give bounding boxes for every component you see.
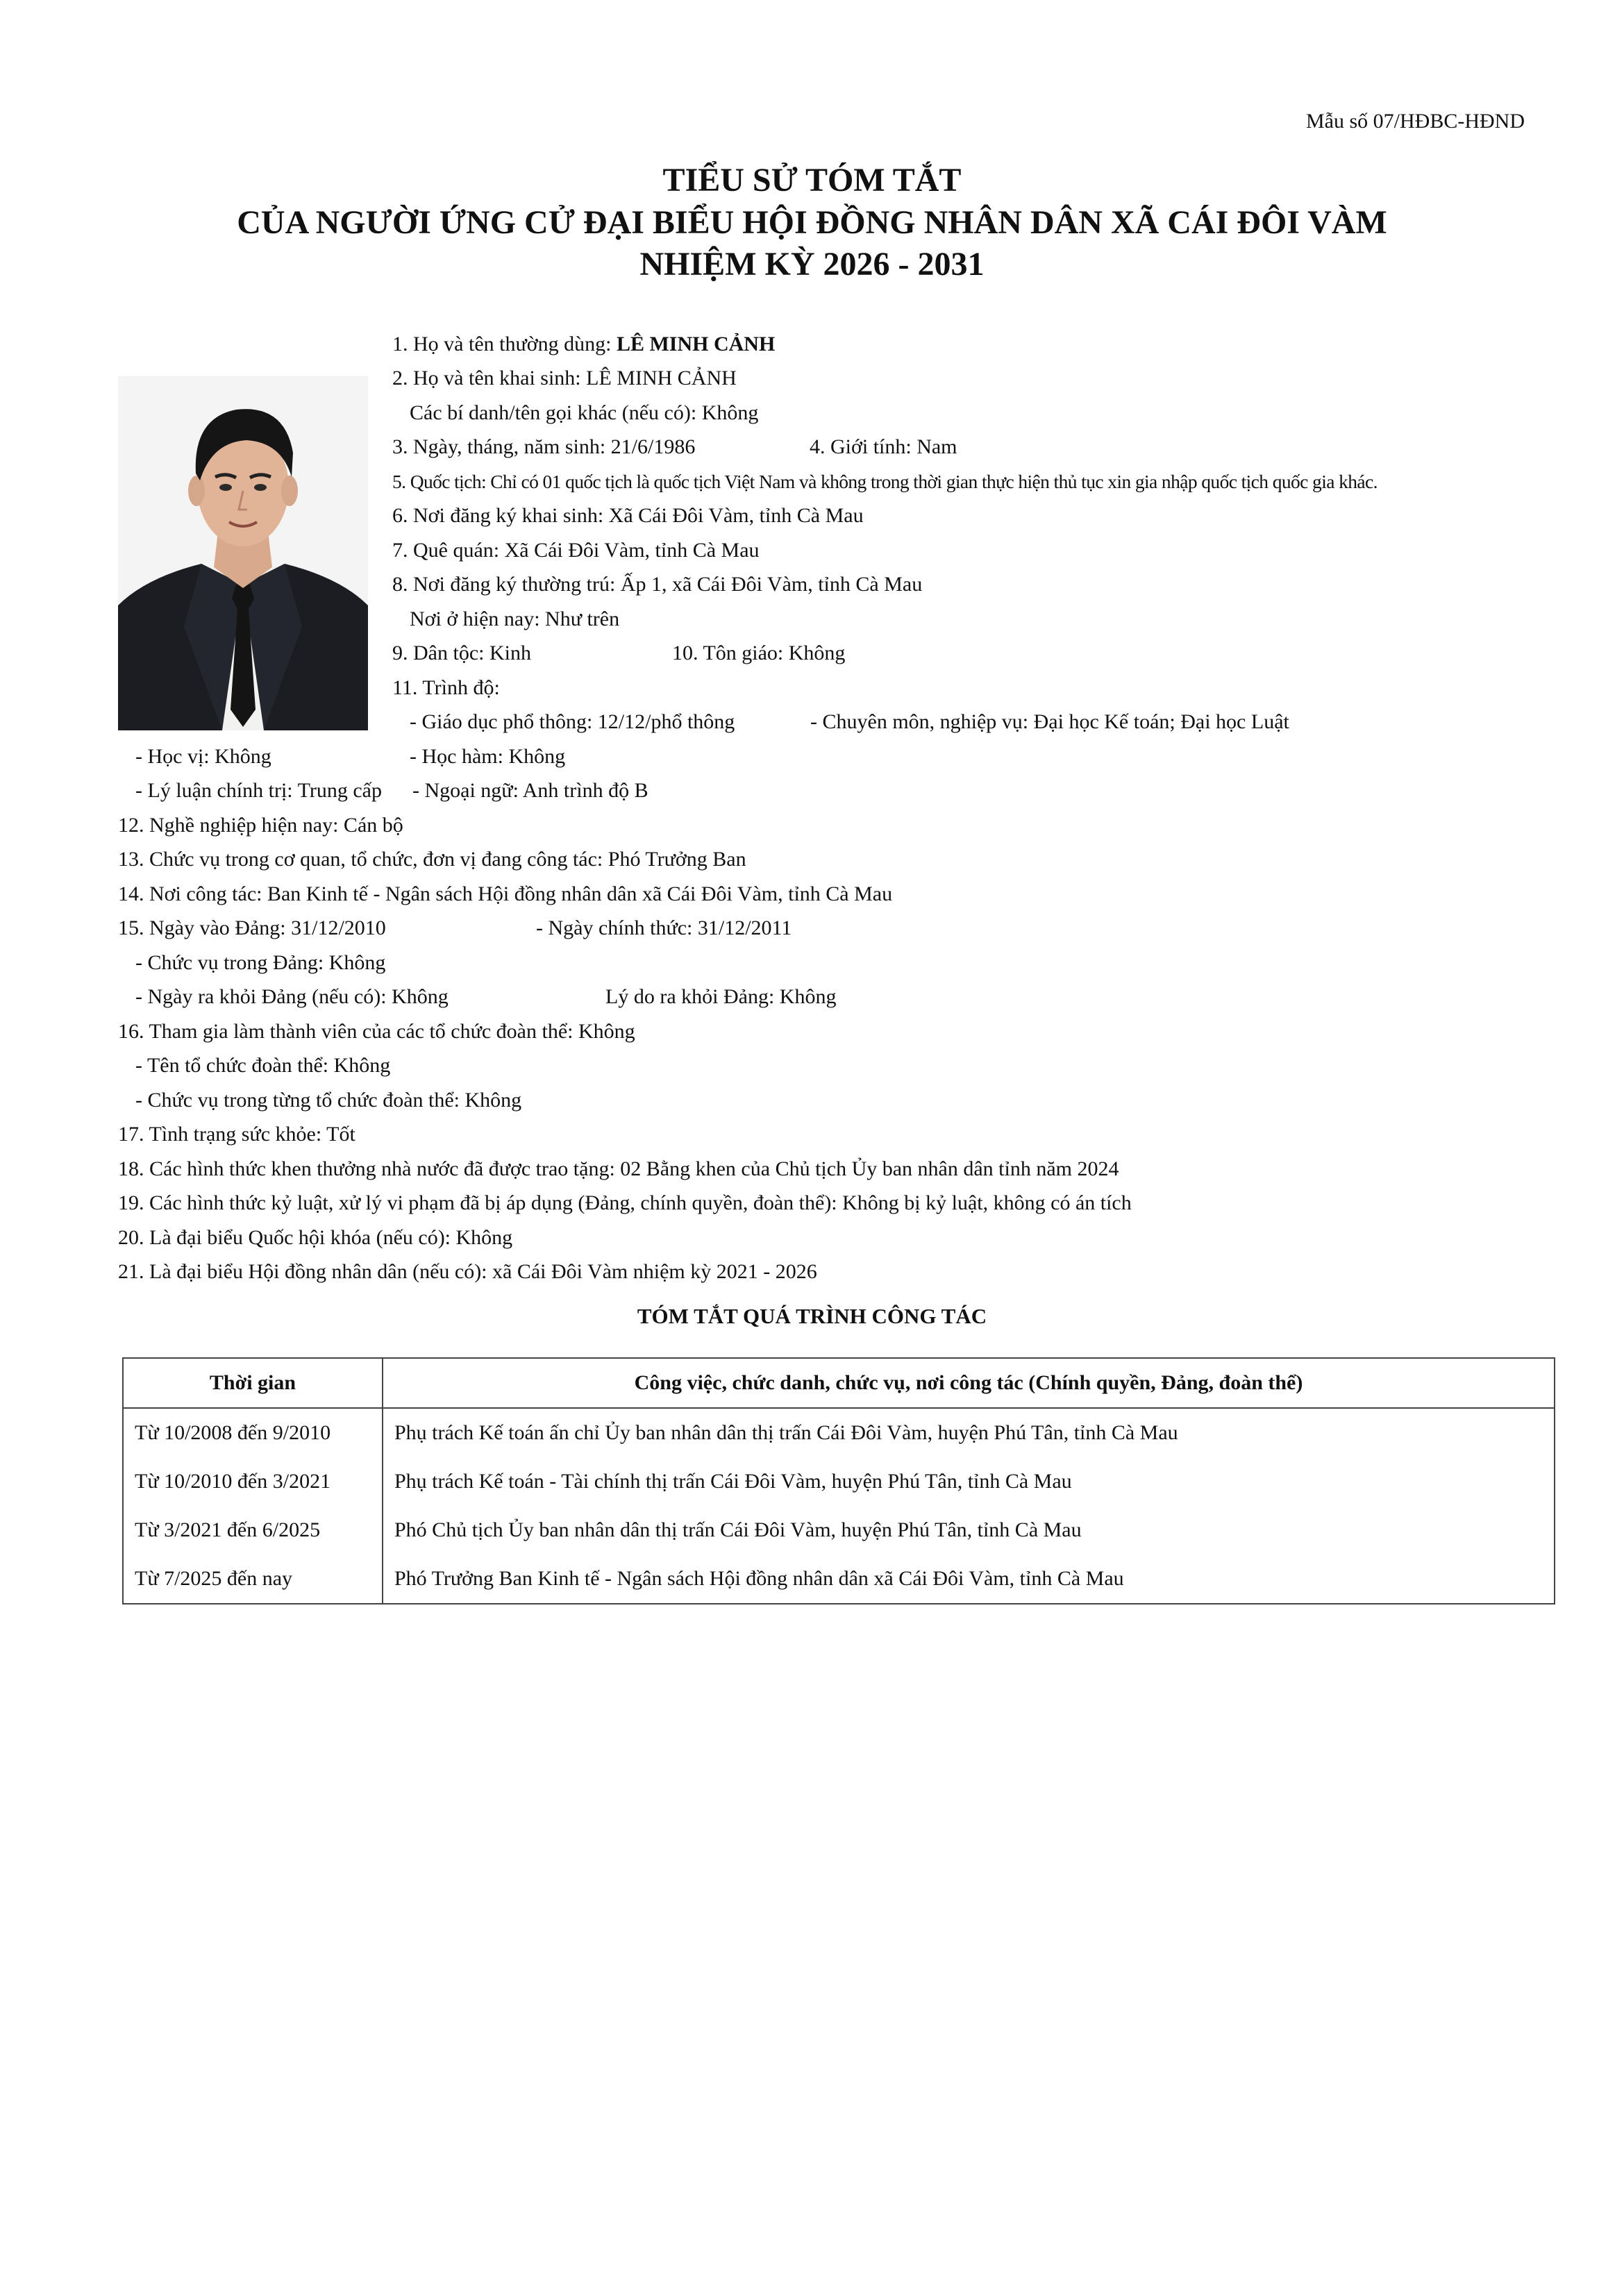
field-13: 13. Chức vụ trong cơ quan, tổ chức, đơn vị đang công tác: Phó Trưởng Ban — [118, 848, 746, 871]
field-2-alias: Các bí danh/tên gọi khác (nếu có): Không — [410, 401, 759, 424]
field-9: 9. Dân tộc: Kinh — [392, 642, 531, 664]
field-8: 8. Nơi đăng ký thường trú: Ấp 1, xã Cái Đôi Vàm, tỉnh Cà Mau — [392, 573, 923, 596]
portrait-photo — [118, 376, 368, 730]
form-code: Mẫu số 07/HĐBC-HĐND — [1306, 110, 1525, 133]
row-position: Phó Chủ tịch Ủy ban nhân dân thị trấn Cái Đôi Vàm, huyện Phú Tân, tỉnh Cà Mau — [383, 1506, 1555, 1555]
field-2: 2. Họ và tên khai sinh: LÊ MINH CẢNH — [392, 367, 737, 389]
field-7: 7. Quê quán: Xã Cái Đôi Vàm, tỉnh Cà Mau — [392, 539, 760, 562]
field-11-political-theory: - Lý luận chính trị: Trung cấp — [135, 779, 382, 802]
row-time: Từ 7/2025 đến nay — [123, 1555, 383, 1604]
row-position: Phụ trách Kế toán ấn chỉ Ủy ban nhân dân thị trấn Cái Đôi Vàm, huyện Phú Tân, tỉnh Cà Mau — [383, 1408, 1555, 1457]
field-18: 18. Các hình thức khen thưởng nhà nước đã được trao tặng: 02 Bằng khen của Chủ tịch Ủy ban nhân dân tỉnh năm 2024 — [118, 1157, 1119, 1180]
field-16-org-position: - Chức vụ trong từng tổ chức đoàn thể: Không — [135, 1089, 522, 1112]
field-3: 3. Ngày, tháng, năm sinh: 21/6/1986 — [392, 435, 696, 458]
field-15-left-party-reason: Lý do ra khỏi Đảng: Không — [605, 985, 837, 1008]
field-16: 16. Tham gia làm thành viên của các tổ chức đoàn thể: Không — [118, 1020, 635, 1043]
row-time: Từ 10/2008 đến 9/2010 — [123, 1408, 383, 1457]
field-11-general-edu: - Giáo dục phổ thông: 12/12/phổ thông — [410, 710, 735, 733]
field-6: 6. Nơi đăng ký khai sinh: Xã Cái Đôi Vàm, tỉnh Cà Mau — [392, 504, 864, 527]
field-16-org-name: - Tên tổ chức đoàn thể: Không — [135, 1054, 391, 1077]
row-position: Phụ trách Kế toán - Tài chính thị trấn Cái Đôi Vàm, huyện Phú Tân, tỉnh Cà Mau — [383, 1457, 1555, 1506]
field-5: 5. Quốc tịch: Chỉ có 01 quốc tịch là quốc tịch Việt Nam và không trong thời gian thực hiện thủ tục xin gia nhập quốc tịch quốc gia khác. — [392, 471, 1378, 492]
field-4: 4. Giới tính: Nam — [810, 435, 957, 458]
field-15-official-date: - Ngày chính thức: 31/12/2011 — [536, 916, 792, 939]
field-1-value: LÊ MINH CẢNH — [616, 333, 776, 355]
row-time: Từ 3/2021 đến 6/2025 — [123, 1506, 383, 1555]
field-11-degree: - Học vị: Không — [135, 745, 271, 768]
table-row — [123, 1457, 1555, 1506]
field-8-current: Nơi ở hiện nay: Như trên — [410, 607, 620, 630]
field-15-left-party-date: - Ngày ra khỏi Đảng (nếu có): Không — [135, 985, 449, 1008]
field-21: 21. Là đại biểu Hội đồng nhân dân (nếu có): xã Cái Đôi Vàm nhiệm kỳ 2021 - 2026 — [118, 1260, 817, 1283]
work-history-title: TÓM TẮT QUÁ TRÌNH CÔNG TÁC — [637, 1304, 987, 1328]
field-20: 20. Là đại biểu Quốc hội khóa (nếu có): Không — [118, 1226, 513, 1249]
field-10: 10. Tôn giáo: Không — [672, 642, 846, 664]
table-row — [123, 1506, 1555, 1555]
table-row — [123, 1555, 1555, 1604]
field-11: 11. Trình độ: — [392, 676, 500, 699]
title-line-3: NHIỆM KỲ 2026 - 2031 — [639, 246, 985, 283]
table-header-row — [123, 1358, 1555, 1408]
title-line-2: CỦA NGƯỜI ỨNG CỬ ĐẠI BIỂU HỘI ĐỒNG NHÂN DÂN XÃ CÁI ĐÔI VÀM — [237, 204, 1387, 241]
field-12: 12. Nghề nghiệp hiện nay: Cán bộ — [118, 814, 403, 837]
header-position: Công việc, chức danh, chức vụ, nơi công tác (Chính quyền, Đảng, đoàn thể) — [383, 1358, 1555, 1408]
field-11-foreign-language: - Ngoại ngữ: Anh trình độ B — [412, 779, 648, 802]
field-11-academic-title: - Học hàm: Không — [410, 745, 566, 768]
row-time: Từ 10/2010 đến 3/2021 — [123, 1457, 383, 1506]
header-time: Thời gian — [123, 1358, 383, 1408]
work-history-table — [122, 1357, 1555, 1604]
field-1-label: 1. Họ và tên thường dùng: — [392, 333, 617, 355]
field-15: 15. Ngày vào Đảng: 31/12/2010 — [118, 916, 386, 939]
field-19: 19. Các hình thức kỷ luật, xử lý vi phạm đã bị áp dụng (Đảng, chính quyền, đoàn thể): Không bị kỷ luật, không có án tích — [118, 1191, 1132, 1214]
field-14: 14. Nơi công tác: Ban Kinh tế - Ngân sách Hội đồng nhân dân xã Cái Đôi Vàm, tỉnh Cà Mau — [118, 882, 893, 905]
field-1 — [392, 332, 775, 357]
field-11-profession: - Chuyên môn, nghiệp vụ: Đại học Kế toán; Đại học Luật — [810, 710, 1289, 733]
field-15-party-position: - Chức vụ trong Đảng: Không — [135, 951, 386, 974]
field-17: 17. Tình trạng sức khỏe: Tốt — [118, 1123, 355, 1146]
title-line-1: TIỂU SỬ TÓM TẮT — [662, 162, 962, 199]
row-position: Phó Trưởng Ban Kinh tế - Ngân sách Hội đồng nhân dân xã Cái Đôi Vàm, tỉnh Cà Mau — [383, 1555, 1555, 1604]
portrait-image — [118, 376, 368, 730]
table-row — [123, 1408, 1555, 1457]
